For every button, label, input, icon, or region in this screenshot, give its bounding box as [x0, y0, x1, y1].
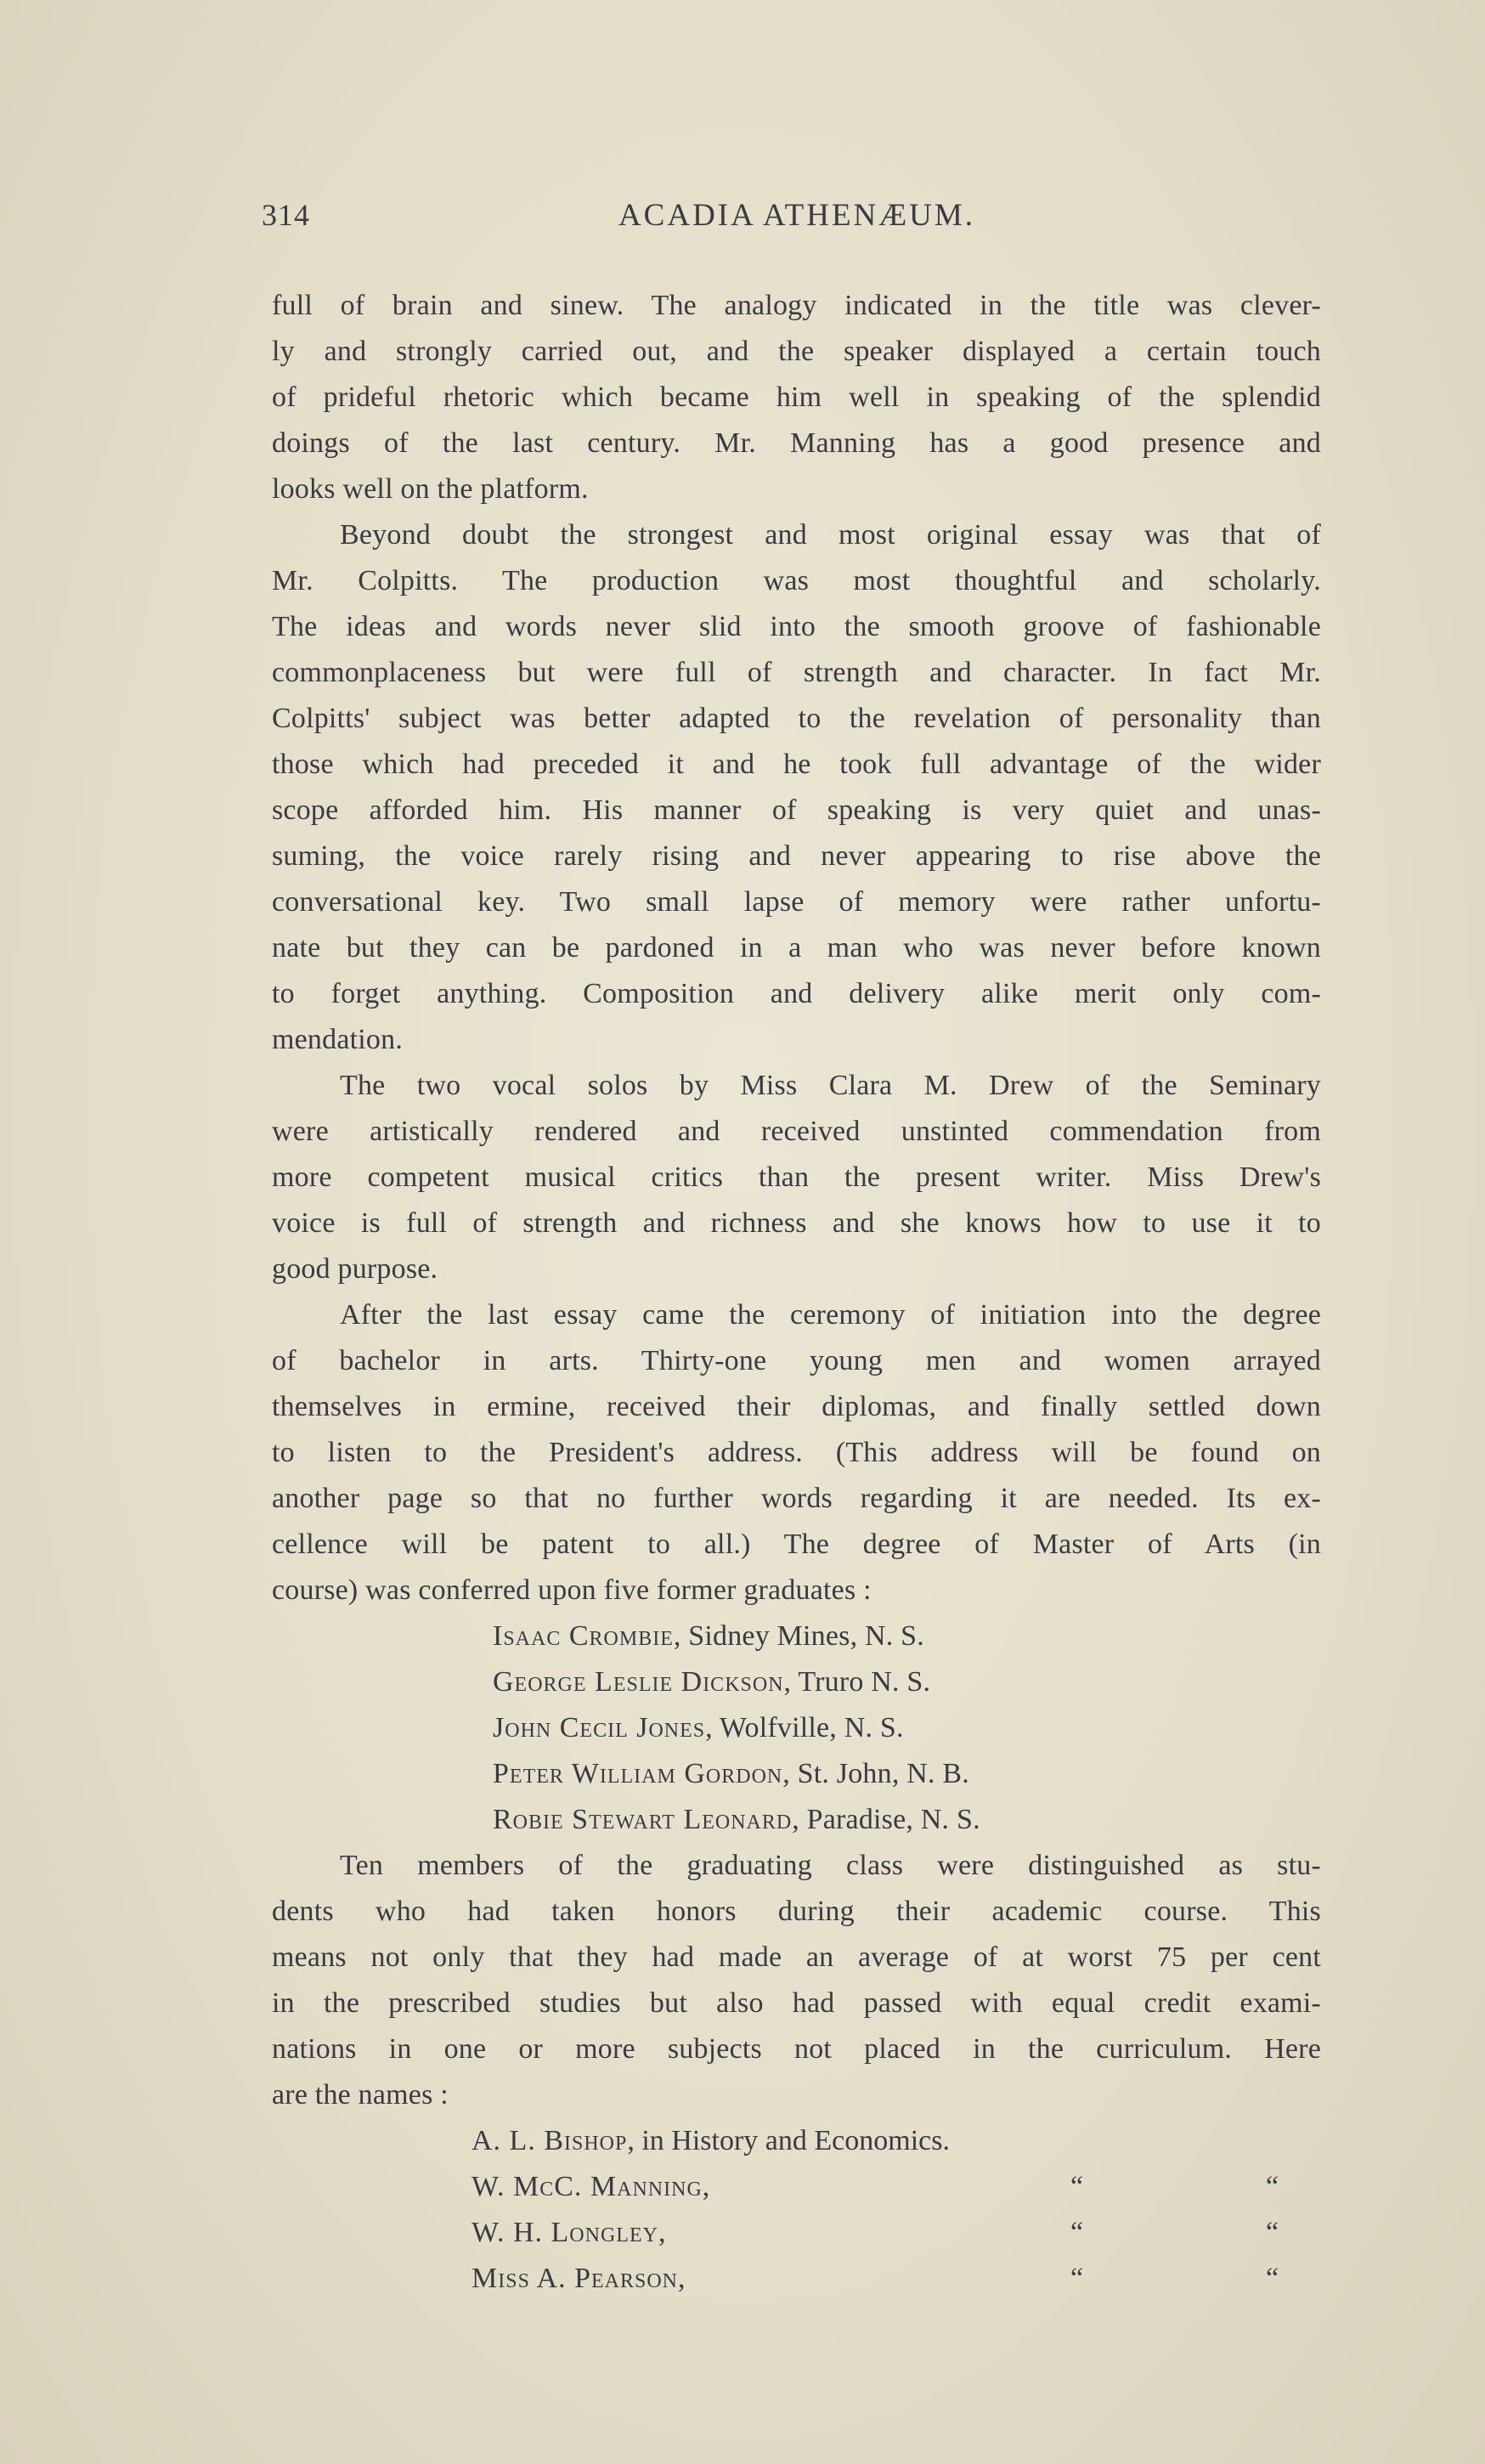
- student-name: W. McC. Manning: [471, 2171, 703, 2202]
- list-item: [471, 2256, 1321, 2302]
- text-line: nate but they can be pardoned in a man who was never before known: [272, 932, 1321, 964]
- paragraph: [272, 1292, 1321, 1613]
- graduate-name: Isaac Crombie: [493, 1620, 674, 1652]
- text-line: were artistically rendered and received unstinted commendation from: [272, 1116, 1321, 1147]
- text-line: those which had preceded it and he took full advantage of the wider: [272, 749, 1321, 780]
- list-item: [471, 2210, 1321, 2256]
- text-line: scope afforded him. His manner of speaking is very quiet and unas-: [272, 794, 1321, 826]
- list-item: [471, 2164, 1321, 2210]
- honors-subject: ,: [702, 2171, 710, 2202]
- page-number: 314: [262, 198, 310, 232]
- masters-list: [272, 1613, 1321, 1843]
- text-line: dents who had taken honors during their academic course. This: [272, 1896, 1321, 1927]
- ditto-mark: “: [1266, 2171, 1279, 2202]
- list-item: [493, 1751, 1321, 1797]
- list-item: [493, 1613, 1321, 1659]
- text-line: Beyond doubt the strongest and most original essay was that of: [340, 519, 1321, 551]
- list-item: [471, 2118, 1321, 2164]
- graduate-name: Robie Stewart Leonard: [493, 1804, 793, 1835]
- text-line: After the last essay came the ceremony of initiation into the degree: [340, 1299, 1321, 1331]
- graduate-name: George Leslie Dickson: [493, 1666, 784, 1698]
- graduate-place: , Sidney Mines, N. S.: [673, 1620, 924, 1652]
- text-line: of bachelor in arts. Thirty-one young men and women arrayed: [272, 1345, 1321, 1376]
- text-line: themselves in ermine, received their diplomas, and finally settled down: [272, 1391, 1321, 1422]
- text-line: The ideas and words never slid into the smooth groove of fashionable: [272, 611, 1321, 642]
- text-line: The two vocal solos by Miss Clara M. Drew of the Seminary: [340, 1070, 1321, 1101]
- page-header: [262, 197, 1332, 248]
- text-line: more competent musical critics than the present writer. Miss Drew's: [272, 1161, 1321, 1193]
- ditto-mark: “: [1070, 2217, 1084, 2248]
- text-line: suming, the voice rarely rising and never appearing to rise above the: [272, 840, 1321, 872]
- text-line: nations in one or more subjects not placed in the curriculum. Here: [272, 2033, 1321, 2065]
- article-body: [272, 283, 1321, 2302]
- ditto-mark: “: [1070, 2263, 1084, 2294]
- paragraph: [272, 1843, 1321, 2118]
- text-line: voice is full of strength and richness and she knows how to use it to: [272, 1207, 1321, 1239]
- text-line: in the prescribed studies but also had passed with equal credit exami-: [272, 1987, 1321, 2019]
- honors-subject: , in History and Economics.: [627, 2125, 950, 2156]
- paragraph: [272, 512, 1321, 1063]
- text-line: ly and strongly carried out, and the speaker displayed a certain touch: [272, 336, 1321, 367]
- graduate-name: John Cecil Jones: [493, 1712, 706, 1743]
- text-line: good purpose.: [272, 1253, 438, 1285]
- text-line: Mr. Colpitts. The production was most thoughtful and scholarly.: [272, 565, 1321, 596]
- honors-subject: ,: [658, 2217, 666, 2248]
- text-line: doings of the last century. Mr. Manning has a good presence and: [272, 427, 1321, 459]
- text-line: to listen to the President's address. (This address will be found on: [272, 1437, 1321, 1468]
- paragraph: [272, 1063, 1321, 1292]
- text-line: Ten members of the graduating class were distinguished as stu-: [340, 1850, 1321, 1881]
- list-item: [493, 1705, 1321, 1751]
- graduate-place: , Wolfville, N. S.: [705, 1712, 904, 1743]
- text-line: to forget anything. Composition and delivery alike merit only com-: [272, 978, 1321, 1009]
- text-line: looks well on the platform.: [272, 473, 589, 505]
- graduate-place: , Paradise, N. S.: [792, 1804, 980, 1835]
- list-item: [493, 1659, 1321, 1705]
- text-line: mendation.: [272, 1024, 404, 1055]
- paragraph: [272, 283, 1321, 512]
- list-item: [493, 1797, 1321, 1843]
- running-title: ACADIA ATHENÆUM.: [618, 198, 976, 233]
- student-name: W. H. Longley: [471, 2217, 658, 2248]
- ditto-mark: “: [1266, 2217, 1279, 2248]
- text-line: another page so that no further words regarding it are needed. Its ex-: [272, 1483, 1321, 1514]
- honors-list: [272, 2118, 1321, 2302]
- student-name: Miss A. Pearson: [471, 2263, 679, 2294]
- text-line: are the names :: [272, 2079, 449, 2111]
- text-line: commonplaceness but were full of strength and character. In fact Mr.: [272, 657, 1321, 688]
- graduate-name: Peter William Gordon: [493, 1758, 783, 1789]
- text-line: means not only that they had made an average of at worst 75 per cent: [272, 1941, 1321, 1973]
- graduate-place: , St. John, N. B.: [782, 1758, 969, 1789]
- text-line: of prideful rhetoric which became him well in speaking of the splendid: [272, 381, 1321, 413]
- student-name: A. L. Bishop: [471, 2125, 628, 2156]
- text-line: cellence will be patent to all.) The degree of Master of Arts (in: [272, 1529, 1321, 1560]
- text-line: course) was conferred upon five former graduates :: [272, 1574, 872, 1606]
- honors-subject: ,: [678, 2263, 686, 2294]
- text-line: conversational key. Two small lapse of memory were rather unfortu-: [272, 886, 1321, 918]
- text-line: full of brain and sinew. The analogy indicated in the title was clever-: [272, 290, 1321, 321]
- text-line: Colpitts' subject was better adapted to the revelation of personality than: [272, 703, 1321, 734]
- graduate-place: , Truro N. S.: [783, 1666, 931, 1698]
- ditto-mark: “: [1070, 2171, 1084, 2202]
- ditto-mark: “: [1266, 2263, 1279, 2294]
